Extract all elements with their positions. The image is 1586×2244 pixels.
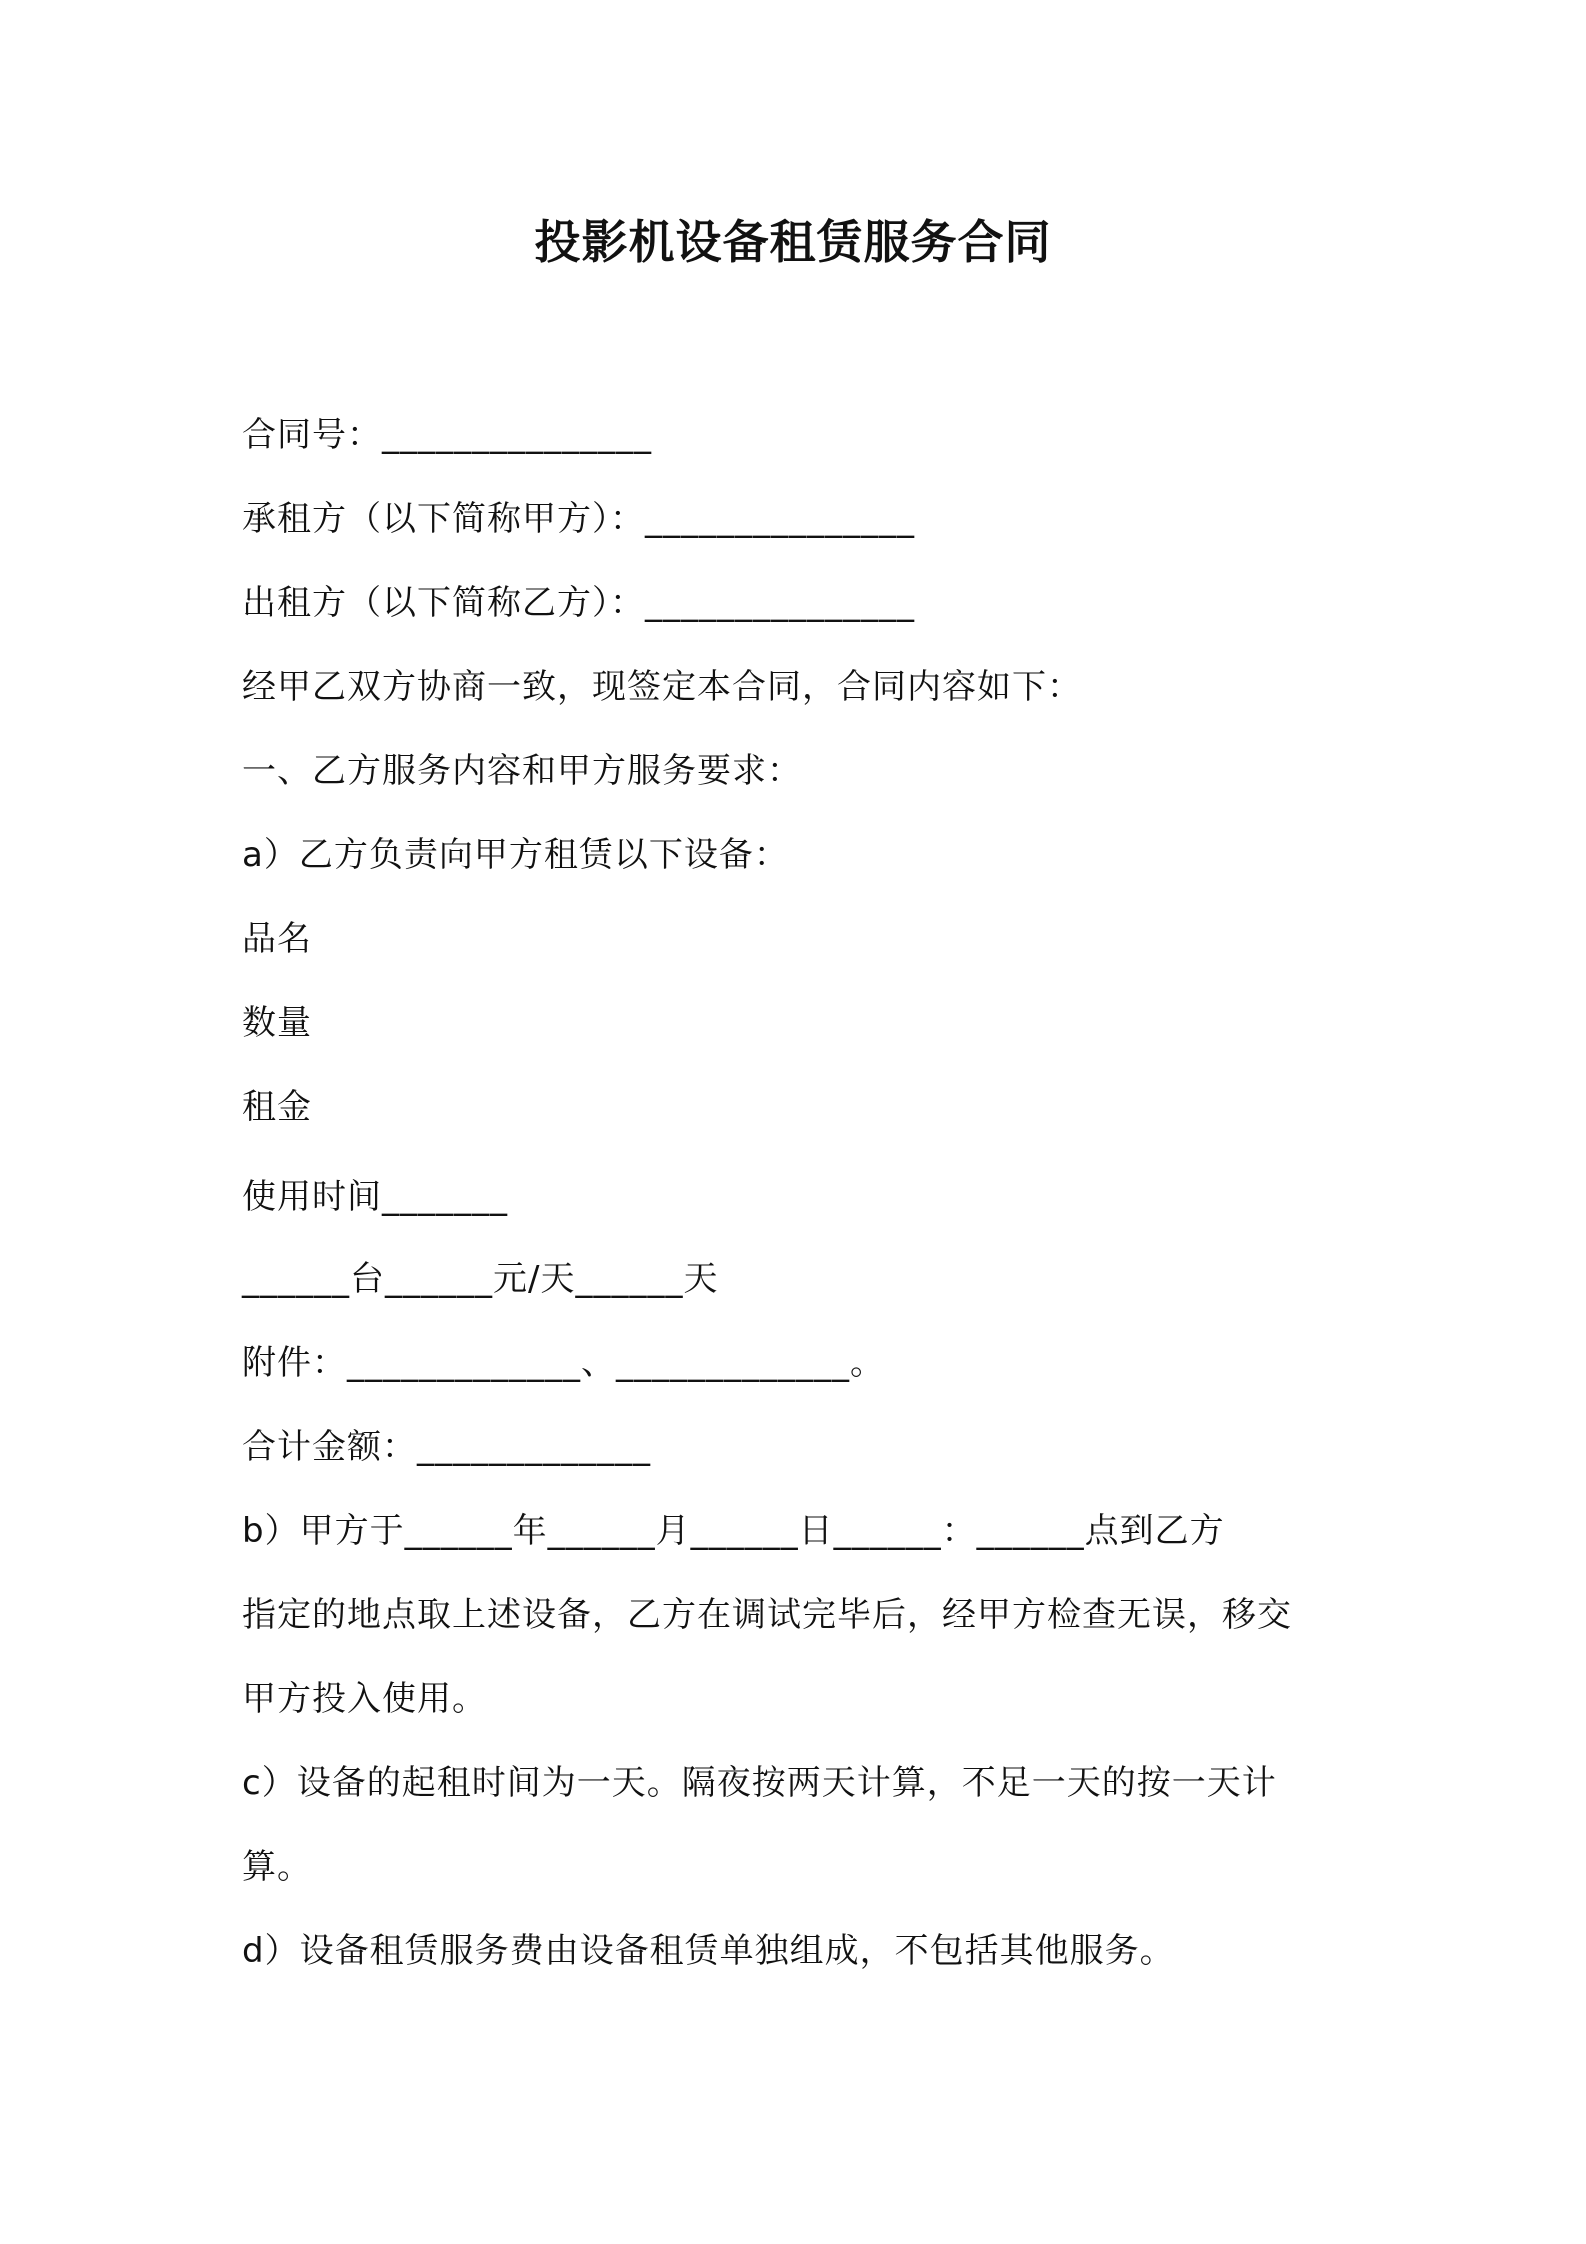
total-amount-line: 合计金额：_____________ [242,1427,651,1467]
attachments-line: 附件：_____________、_____________。 [242,1343,885,1383]
quantity-label: 数量 [242,1003,312,1043]
rent-label: 租金 [242,1087,312,1127]
document-title: 投影机设备租赁服务合同 [534,215,1052,269]
contract-number-line: 合同号：_______________ [242,415,652,455]
agreement-intro-line: 经甲乙双方协商一致，现签定本合同，合同内容如下： [242,667,1082,707]
clause-b-line-2: 指定的地点取上述设备，乙方在调试完毕后，经甲方检查无误，移交 [242,1595,1292,1635]
usage-time-line: 使用时间_______ [242,1177,508,1217]
item-name-label: 品名 [242,919,312,959]
clause-c-line-2: 算。 [242,1847,312,1887]
clause-c-line-1: c）设备的起租时间为一天。隔夜按两天计算，不足一天的按一天计 [242,1763,1277,1803]
section-one-heading: 一、乙方服务内容和甲方服务要求： [242,751,802,791]
lessor-line: 出租方（以下简称乙方）：_______________ [242,583,915,623]
unit-rate-days-line: ______台______元/天______天 [242,1259,719,1299]
clause-d-line: d）设备租赁服务费由设备租赁单独组成，不包括其他服务。 [242,1931,1175,1971]
clause-a-line: a）乙方负责向甲方租赁以下设备： [242,835,789,875]
lessee-line: 承租方（以下简称甲方）：_______________ [242,499,915,539]
clause-b-line-3: 甲方投入使用。 [242,1679,487,1719]
clause-b-line-1: b）甲方于______年______月______日______：______点到乙方 [242,1511,1225,1551]
